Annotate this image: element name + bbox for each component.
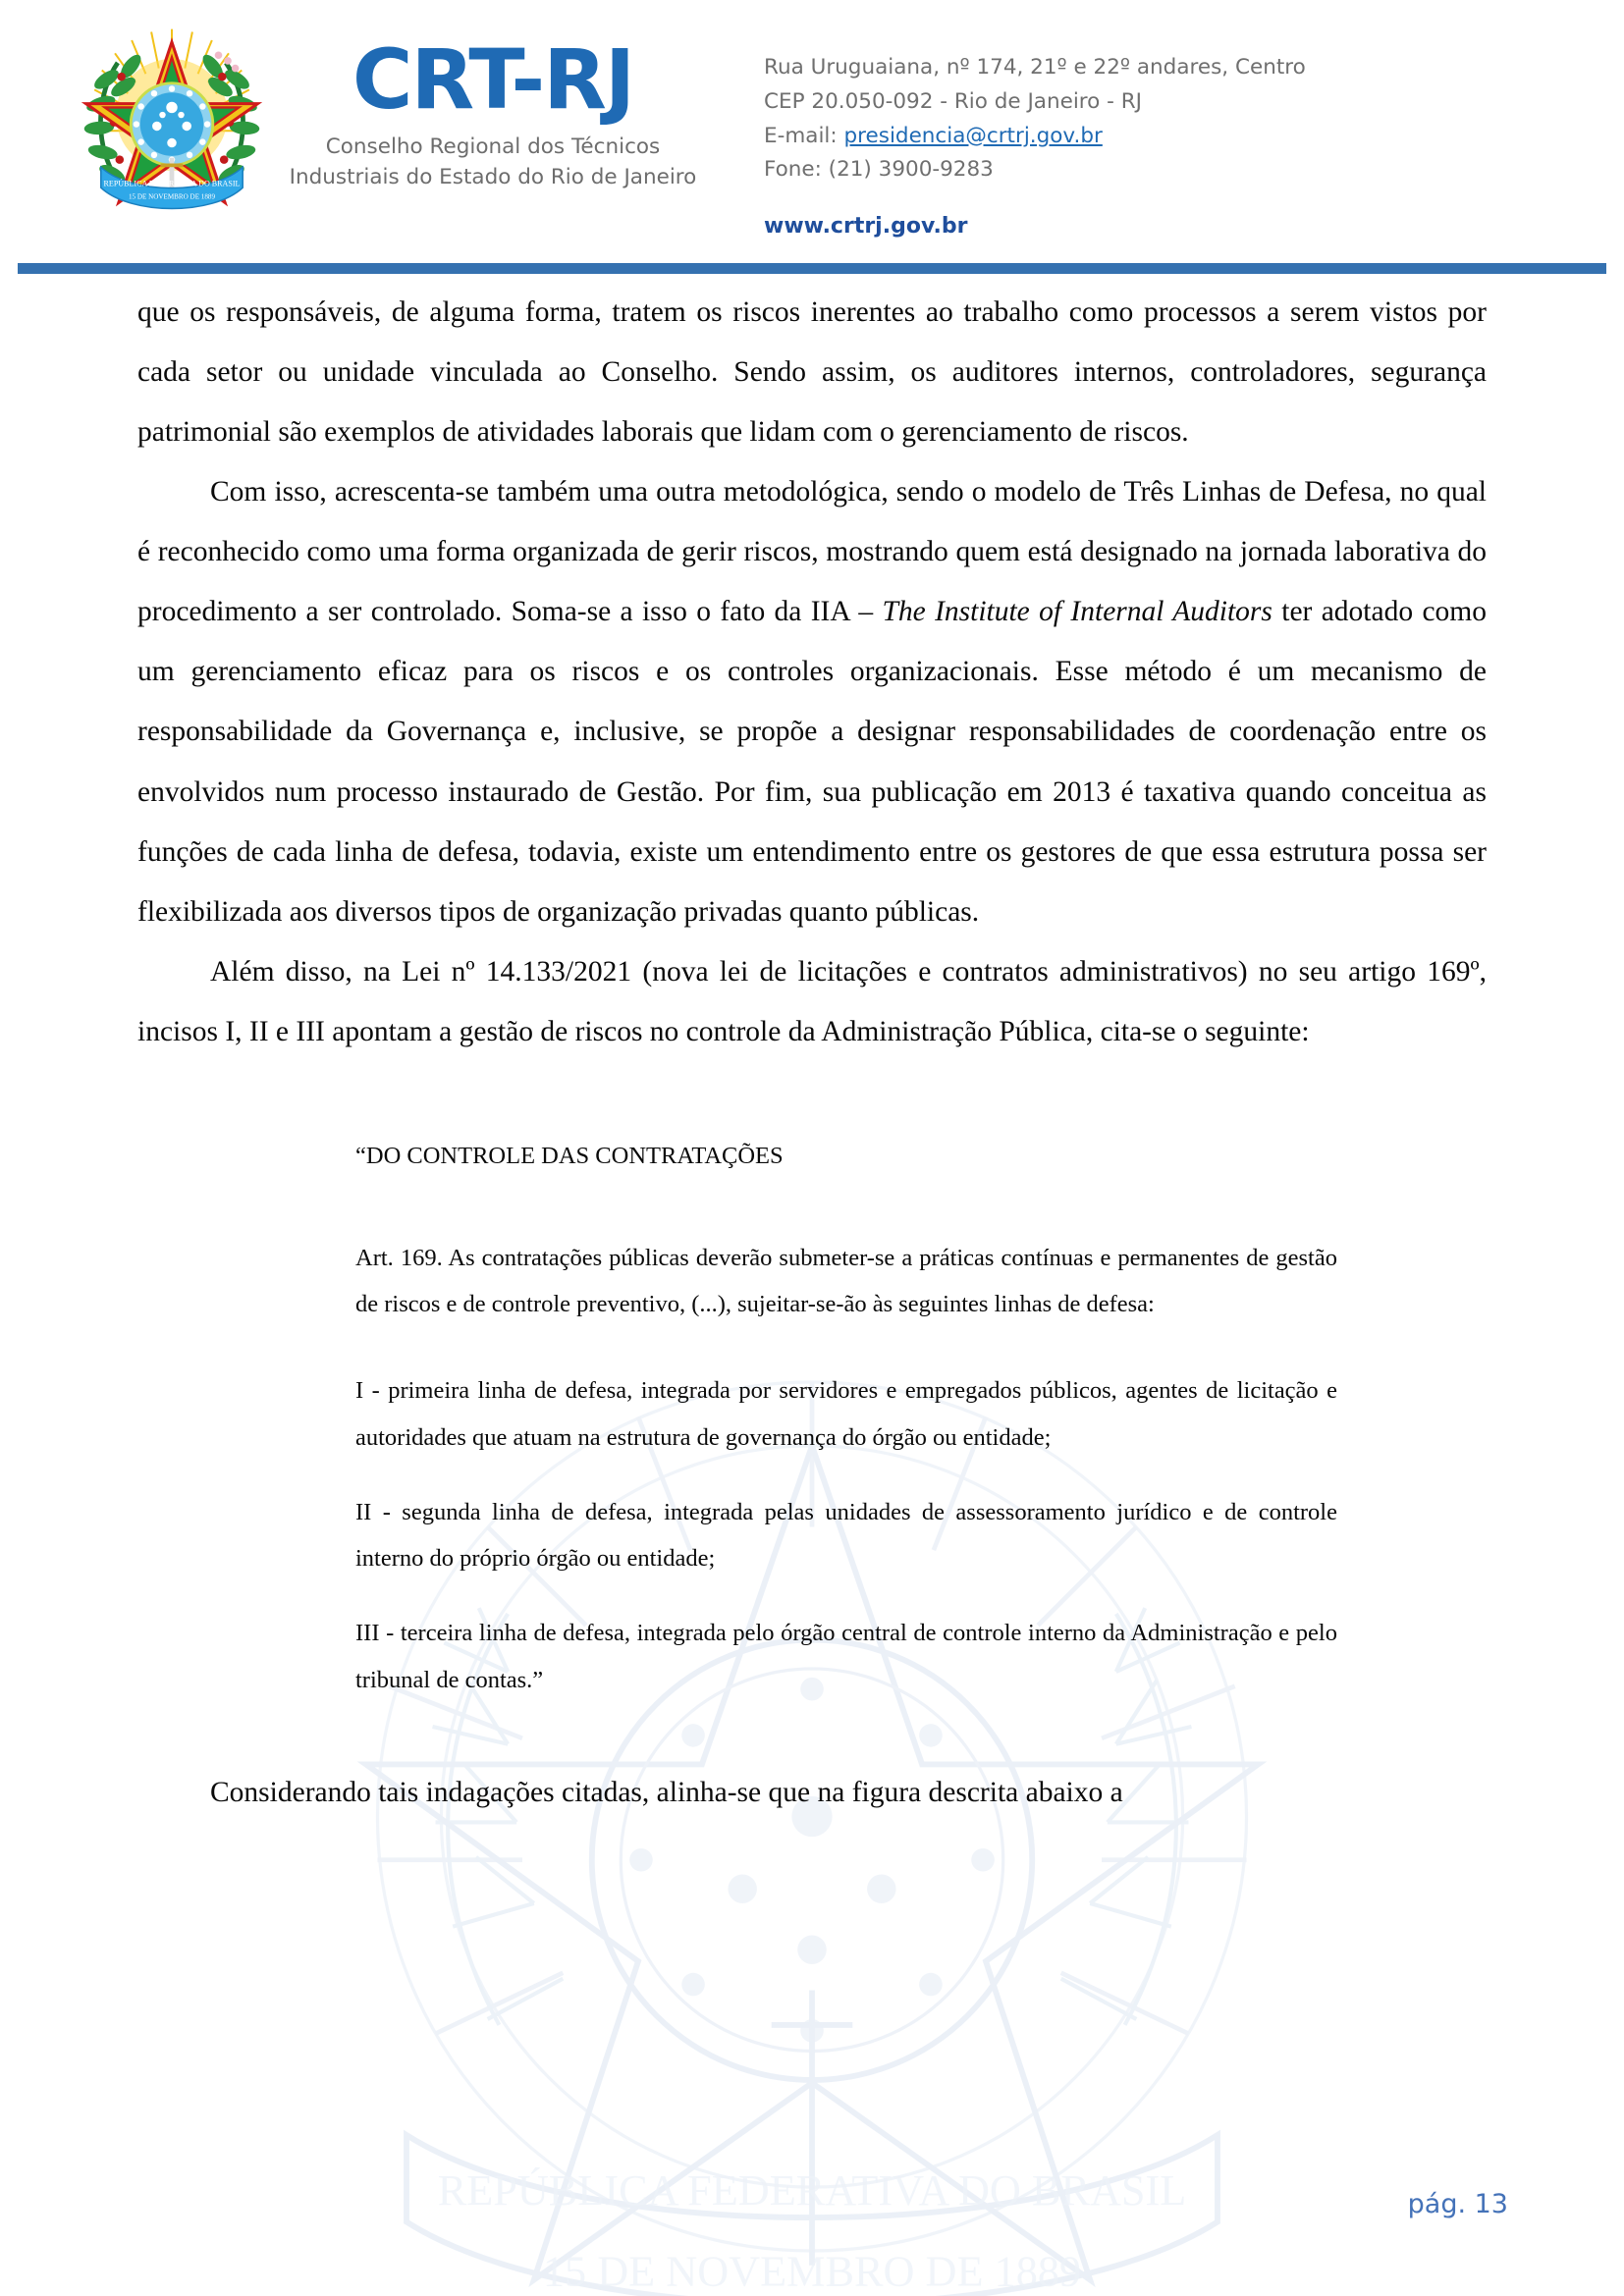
header-contact-info	[764, 18, 1624, 244]
quote-top-spacer	[137, 1062, 1487, 1133]
quote-inciso-1: I - primeira linha de defesa, integrada por servidores e empregados públicos, agentes de licitação e autoridades que atuam na estrutura de governança do órgão ou entidade;	[355, 1377, 1337, 1451]
page-header	[0, 0, 1624, 240]
contact-cep: CEP 20.050-092 - Rio de Janeiro - RJ	[764, 88, 1143, 114]
quote-inciso-3: III - terceira linha de defesa, integrada pelo órgão central de controle interno da Administração e pelo tribunal de contas.”	[355, 1620, 1337, 1693]
quote-spacer-c	[355, 1462, 1337, 1489]
quote-title: “DO CONTROLE DAS CONTRATAÇÕES	[355, 1142, 784, 1169]
crt-rj-logo	[287, 18, 699, 192]
svg-text:15 DE NOVEMBRO DE 1889: 15 DE NOVEMBRO DE 1889	[542, 2247, 1082, 2296]
paragraph-closing: Considerando tais indagações citadas, alinha-se que na figura descrita abaixo a	[210, 1776, 1123, 1808]
quote-bottom-spacer	[137, 1704, 1487, 1763]
logo-wordmark: CRT-RJ	[352, 31, 634, 128]
quote-spacer-a	[355, 1180, 1337, 1235]
contact-phone: Fone: (21) 3900-9283	[764, 157, 994, 183]
svg-text:REPÚBLICA FEDERATIVA DO BRASIL: REPÚBLICA FEDERATIVA DO BRASIL	[103, 179, 241, 188]
paragraph-2-part-1: Com isso, acrescenta-se também uma outra metodológica, sendo o modelo de Três Linhas de Defesa, no qual é reconhecido como uma forma organizada de gerir riscos, mostrando quem está designado na jornada laborativa do procedimento a ser controlado. Soma-se a isso o fato da IIA –	[137, 476, 1487, 628]
contact-email-link[interactable]: presidencia@crtrj.gov.br	[843, 123, 1103, 148]
logo-subtitle-line-2: Industriais do Estado do Rio de Janeiro	[289, 164, 697, 189]
paragraph-2-part-2: ter adotado como um gerenciamento eficaz para os riscos e os controles organizacionais. Esse método é um mecanismo de responsabilidade da Governança e, inclusive, se propõe a designar responsabilidades de coordenação entre os envolvidos num processo instaurado de Gestão. Por fim, sua publicação em 2013 é taxativa quando conceitua as funções de cada linha de defesa, todavia, existe um entendimento entre os gestores de que essa estrutura possa ser flexibilizada aos diversos tipos de organização privadas quanto públicas.	[137, 596, 1487, 928]
contact-address: Rua Uruguaiana, nº 174, 21º e 22º andares, Centro	[764, 55, 1306, 80]
document-body	[137, 236, 1487, 1823]
paragraph-lei-14133: Além disso, na Lei nº 14.133/2021 (nova lei de licitações e contratos administrativos) no seu artigo 169º, incisos I, II e III apontam a gestão de riscos no controle da Administração Pública, cita-se o seguinte:	[137, 955, 1487, 1047]
contact-website-link[interactable]: www.crtrj.gov.br	[764, 214, 968, 240]
contact-email-label: E-mail:	[764, 123, 844, 148]
page-number-footer: pág. 13	[1407, 2189, 1508, 2219]
svg-text:15 DE NOVEMBRO DE 1889: 15 DE NOVEMBRO DE 1889	[128, 192, 216, 201]
law-quotation-block	[355, 1133, 1337, 1704]
quote-art-169: Art. 169. As contratações públicas deverão submeter-se a práticas contínuas e permanentes de gestão de riscos e de controle preventivo, (...), sujeitar-se-ão às seguintes linhas de defesa:	[355, 1244, 1337, 1318]
paragraph-risk-management: que os responsáveis, de alguma forma, tratem os riscos inerentes ao trabalho como processos a serem vistos por cada setor ou unidade vinculada ao Conselho. Sendo assim, os auditores internos, controladores, segurança patrimonial são exemplos de atividades laborais que lidam com o gerenciamento de riscos.	[137, 296, 1487, 449]
contact-email-line	[764, 120, 1624, 154]
quote-inciso-2: II - segunda linha de defesa, integrada pelas unidades de assessoramento jurídico e de controle interno do próprio órgão ou entidade;	[355, 1498, 1337, 1573]
quote-spacer-d	[355, 1582, 1337, 1610]
header-divider-rule	[18, 263, 1606, 274]
svg-text:REPÚBLICA FEDERATIVA DO BRASIL: REPÚBLICA FEDERATIVA DO BRASIL	[437, 2165, 1187, 2215]
paragraph-three-lines-of-defense	[137, 462, 1487, 942]
quote-spacer-b	[355, 1328, 1337, 1367]
logo-subtitle-line-1: Conselho Regional dos Técnicos	[325, 133, 661, 159]
iia-institute-title: The Institute of Internal Auditors	[882, 596, 1272, 628]
brasao-brasil-icon	[79, 18, 265, 214]
